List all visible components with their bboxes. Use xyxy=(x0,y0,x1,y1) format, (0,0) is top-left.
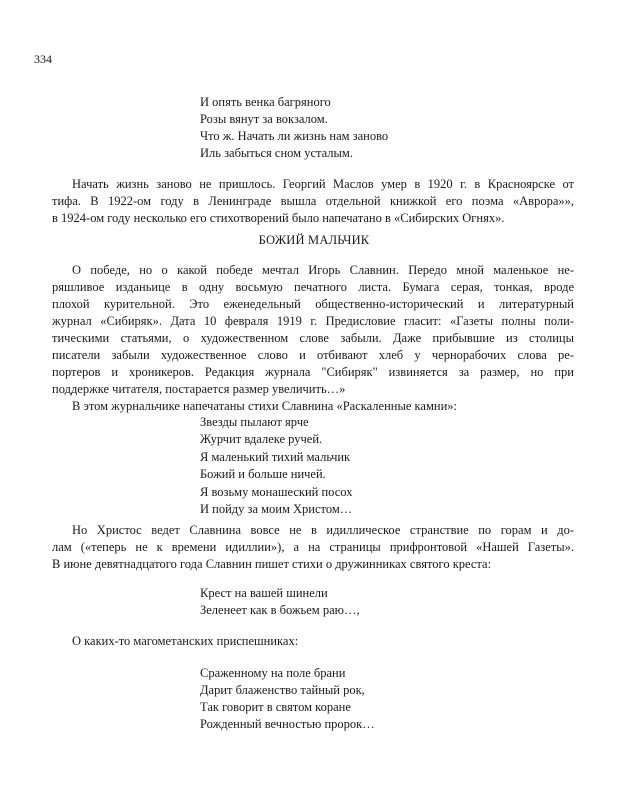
paragraph-1 xyxy=(52,176,574,227)
verse-stanza-1 xyxy=(200,94,388,162)
text-line: портеров и хроникеров. Редакция журнала "Сибиряк" извиняется за размер, но при xyxy=(52,365,574,379)
verse-stanza-4 xyxy=(200,665,375,733)
verse-line: Иль забыться сном усталым. xyxy=(200,146,353,160)
text-line: лам («теперь не к времени идиллии»), а на страницы прифронтовой «Нашей Газеты». xyxy=(52,540,574,554)
text-line: Начать жизнь заново не пришлось. Георгий Маслов умер в 1920 г. в Красноярске от xyxy=(72,177,574,191)
verse-line: Так говорит в святом коране xyxy=(200,700,351,714)
verse-stanza-3 xyxy=(200,585,360,619)
verse-line: И опять венка багряного xyxy=(200,95,331,109)
verse-line: Дарит блаженство тайный рок, xyxy=(200,683,365,697)
verse-line: Звезды пылают ярче xyxy=(200,415,309,429)
text-line: поддержке читателя, постарается размер увеличить…» xyxy=(52,382,346,396)
section-heading: БОЖИЙ МАЛЬЧИК xyxy=(258,233,370,247)
verse-line: Божий и больше ничей. xyxy=(200,467,326,482)
text-line: тическими статьями, о художественном слове забыли. Даже прибывшие из столицы xyxy=(52,331,574,345)
text-line: писатели забыли художественное слово и отбивают хлеб у чернорабочих слова ре- xyxy=(52,348,574,362)
verse-line: Журчит вдалеке ручей. xyxy=(200,432,323,447)
paragraph-3 xyxy=(52,398,574,415)
verse-stanza-2 xyxy=(200,414,352,518)
verse-line: Что ж. Начать ли жизнь нам заново xyxy=(200,129,389,143)
text-line: В июне девятнадцатого года Славнин пишет стихи о дружинниках святого креста: xyxy=(52,557,492,571)
page-number: 334 xyxy=(34,52,52,66)
verse-line: Зеленеет как в божьем раю…, xyxy=(200,603,360,617)
text-line: В этом журнальчике напечатаны стихи Славнина «Раскаленные камни»: xyxy=(72,399,457,413)
paragraph-4 xyxy=(52,522,574,573)
verse-line: Розы вянут за вокзалом. xyxy=(200,112,328,126)
paragraph-2 xyxy=(52,262,574,398)
verse-line: Я возьму монашеский посох xyxy=(200,484,353,499)
text-line: ряшливое изданьице в одну восьмую печатного листа. Бумага серая, тонкая, вроде xyxy=(52,280,574,294)
text-line: тифа. В 1922-ом году в Ленинграде вышла отдельной книжкой его поэма «Аврора»», xyxy=(52,194,574,208)
text-line: О победе, но о какой победе мечтал Игорь Славнин. Передо мной маленькое не- xyxy=(72,263,574,277)
verse-line: И пойду за моим Христом… xyxy=(200,502,353,517)
text-line: журнал «Сибиряк». Дата 10 февраля 1919 г. Предисловие гласит: «Газеты полны поли- xyxy=(52,314,574,328)
verse-line: Крест на вашей шинели xyxy=(200,586,328,600)
text-line: О каких-то магометанских приспешниках: xyxy=(72,634,299,648)
verse-line: Сраженному на поле брани xyxy=(200,666,346,680)
paragraph-5 xyxy=(52,633,574,650)
text-line: Но Христос ведет Славнина вовсе не в идиллическое странствие по горам и до- xyxy=(72,523,574,537)
text-line: плохой курительной. Это еженедельный общественно-исторический и литературный xyxy=(52,297,574,311)
verse-line: Я маленький тихий мальчик xyxy=(200,449,351,464)
verse-line: Рожденный вечностью пророк… xyxy=(200,717,375,731)
text-line: в 1924-ом году несколько его стихотворений было напечатано в «Сибирских Огнях». xyxy=(52,211,505,225)
